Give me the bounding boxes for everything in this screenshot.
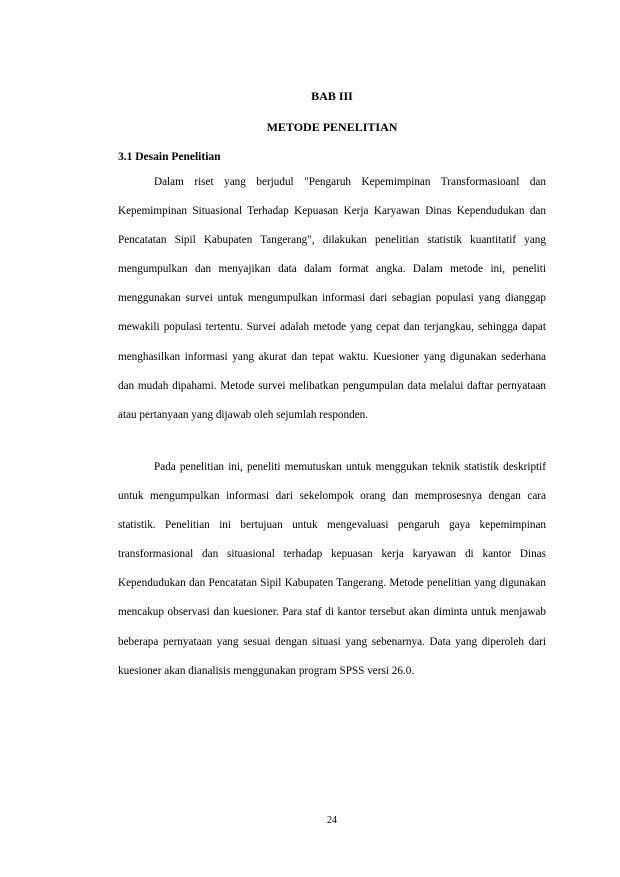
chapter-title: METODE PENELITIAN [266, 120, 398, 134]
chapter-number: BAB III [311, 89, 353, 103]
page-number: 24 [327, 815, 337, 826]
body-paragraph-2: Pada penelitian ini, peneliti memutuskan untuk menggukan teknik statistik deskriptif untuk mengumpulkan informasi dari sekelompok orang dan memprosesnya dengan cara statistik. Penelitian ini bertujuan untuk mengevaluasi pengaruh gaya kepemimpinan transformasional dan situasional terhadap kepuasan kerja karyawan di kantor Dinas Kependudukan dan Pencatatan Sipil Kabupaten Tangerang. Metode penelitian yang digunakan mencakup observasi dan kuesioner. Para staf di kantor tersebut akan diminta untuk menjawab beberapa pernyataan yang sesuai dengan situasi yang sebenarnya. Data yang diperoleh dari kuesioner akan dianalisis menggunakan program SPSS versi 26.0. [118, 461, 546, 677]
body-paragraph-1: Dalam riset yang berjudul "Pengaruh Kepemimpinan Transformasioanl dan Kepemimpinan Situasional Terhadap Kepuasan Kerja Karyawan Dinas Kependudukan dan Pencatatan Sipil Kabupaten Tangerang", dilakukan penelitian statistik kuantitatif yang mengumpulkan dan menyajikan data dalam format angka. Dalam metode ini, peneliti menggunakan survei untuk mengumpulkan informasi dari sebagian populasi yang dianggap mewakili populasi tertentu. Survei adalah metode yang cepat dan terjangkau, sehingga dapat menghasilkan informasi yang akurat dan tepat waktu. Kuesioner yang digunakan sederhana dan mudah dipahami. Metode survei melibatkan pengumpulan data melalui daftar pernyataan atau pertanyaan yang dijawab oleh sejumlah responden. [118, 176, 546, 421]
section-heading: 3.1 Desain Penelitian [118, 151, 221, 163]
